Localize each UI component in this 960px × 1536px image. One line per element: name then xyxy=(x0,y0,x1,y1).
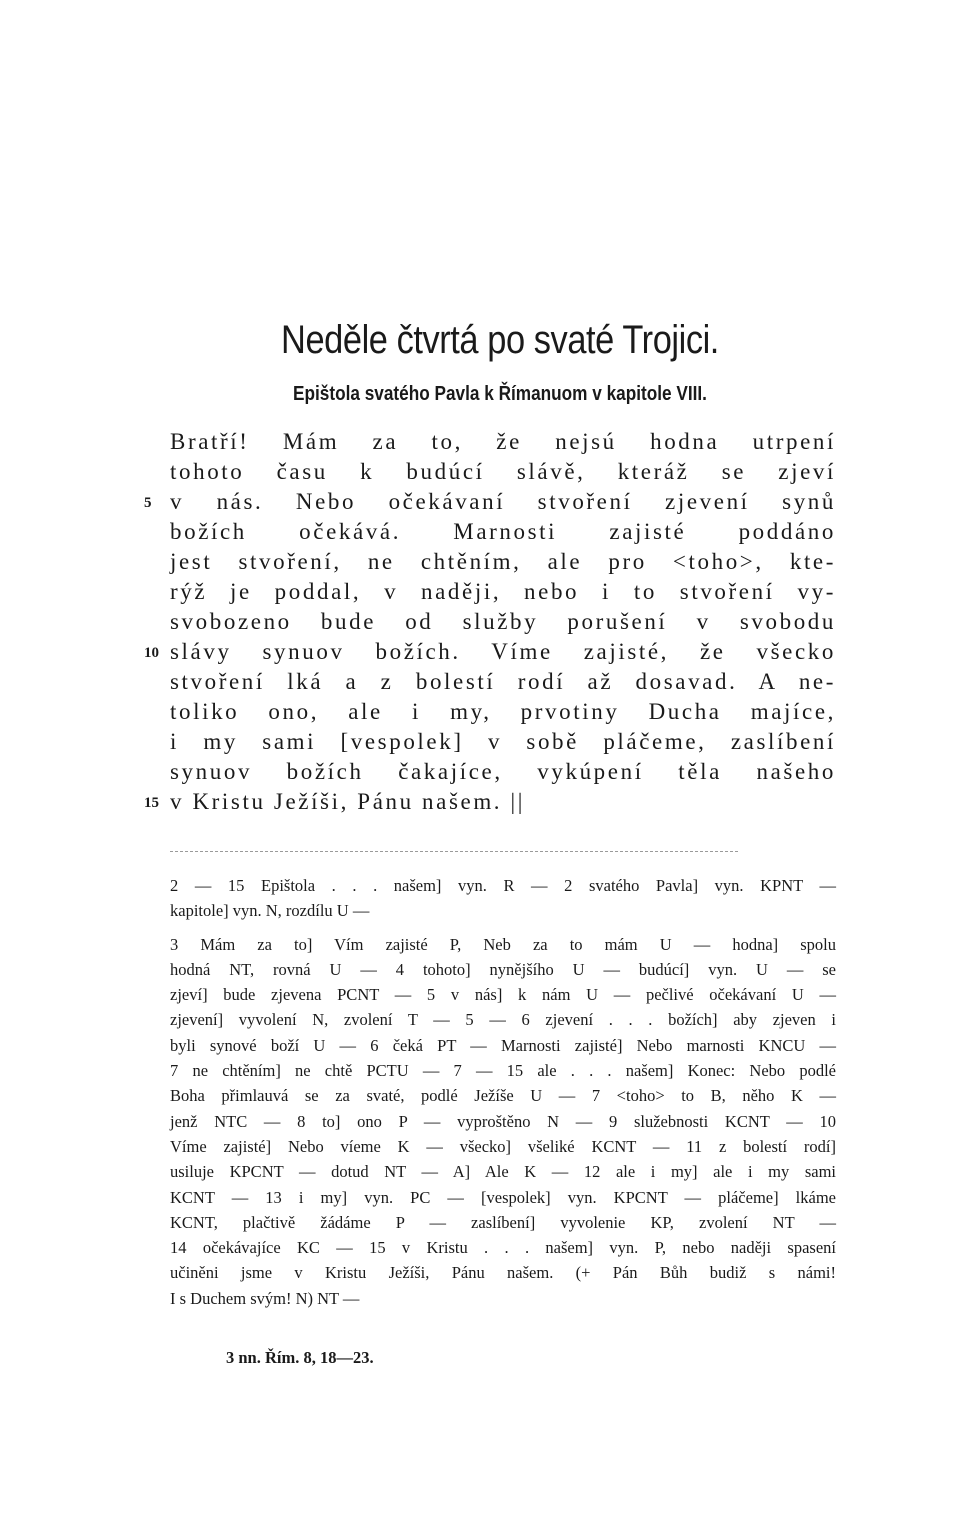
line-text: tohoto času k budúcí slávě, kteráž se zjeví xyxy=(170,459,836,484)
apparatus-line: kapitole] vyn. N, rozdílu U — xyxy=(170,901,370,921)
apparatus-line: zjevení] vyvolení N, zvolení T — 5 — 6 zjevení . . . božích] aby zjeven i xyxy=(170,1010,836,1030)
line-text: slávy synuov božích. Víme zajisté, že všecko xyxy=(170,639,836,664)
text-line xyxy=(170,427,836,457)
text-line xyxy=(170,547,836,577)
apparatus-line: I s Duchem svým! N) NT — xyxy=(170,1288,360,1308)
line-text: toliko ono, ale i my, prvotiny Ducha majíce, xyxy=(170,699,836,724)
epistle-text xyxy=(144,427,836,817)
line-number: 15 xyxy=(144,795,159,811)
line-text: jest stvoření, ne chtěním, ale pro <toho>, kte- xyxy=(170,549,836,574)
apparatus-line: zjeví] bude zjevena PCNT — 5 v nás] k nám U — pečlivé očekávaní U — xyxy=(170,985,836,1005)
critical-apparatus xyxy=(170,873,836,1311)
text-line xyxy=(170,457,836,487)
line-number: 10 xyxy=(144,645,159,661)
apparatus-line: 3 Mám za to] Vím zajisté P, Neb za to mám U — hodna] spolu xyxy=(170,934,836,954)
apparatus-line: Víme zajisté] Nebo víeme K — všecko] všeliké KCNT — 11 z bolestí rodí] xyxy=(170,1136,836,1156)
line-text: synuov božích čakajíce, vykúpení těla našeho xyxy=(170,759,836,784)
text-line xyxy=(170,517,836,547)
page-title: Neděle čtvrtá po svaté Trojici. xyxy=(281,318,719,362)
line-text: rýž je poddal, v naději, nebo i to stvoření vy- xyxy=(170,579,836,604)
apparatus-line: učiněni jsme v Kristu Ježíši, Pánu našem. (+ Pán Bůh budiž s námi! xyxy=(170,1263,836,1283)
epistle-subtitle: Epištola svatého Pavla k Římanuom v kapitole VIII. xyxy=(293,383,707,405)
line-text: božích očekává. Marnosti zajisté poddáno xyxy=(170,519,836,544)
apparatus-line: hodná NT, rovná U — 4 tohoto] nynějšího U — budúcí] vyn. U — se xyxy=(170,959,836,979)
apparatus-line: 14 očekávajíce KC — 15 v Kristu . . . našem] vyn. P, nebo naději spasení xyxy=(170,1238,836,1258)
apparatus-line: 2 — 15 Epištola . . . našem] vyn. R — 2 svatého Pavla] vyn. KPNT — xyxy=(170,876,836,895)
text-line xyxy=(170,727,836,757)
line-text: v Kristu Ježíši, Pánu našem. || xyxy=(170,789,525,814)
apparatus-line: usiluje KPCNT — dotud NT — A] Ale K — 12 ale i my] ale i my sami xyxy=(170,1162,836,1182)
biblical-reference: 3 nn. Řím. 8, 18—23. xyxy=(226,1348,374,1367)
line-text: i my sami [vespolek] v sobě pláčeme, zaslíbení xyxy=(170,729,836,754)
apparatus-line: 7 ne chtěním] ne chtě PCTU — 7 — 15 ale . . . našem] Konec: Nebo podlé xyxy=(170,1061,836,1081)
text-line xyxy=(144,637,836,667)
line-number: 5 xyxy=(144,495,152,511)
text-line xyxy=(170,607,836,637)
apparatus-line: KCNT — 13 i my] vyn. PC — [vespolek] vyn. KPCNT — pláčeme] lkáme xyxy=(170,1187,836,1207)
line-text: Bratří! Mám za to, že nejsú hodna utrpení xyxy=(170,429,836,454)
line-text: v nás. Nebo očekávaní stvoření zjevení synů xyxy=(170,489,836,514)
footnote-divider xyxy=(170,851,738,852)
text-line xyxy=(144,787,836,817)
apparatus-line: byli synové boží U — 6 čeká PT — Marnosti zajisté] Nebo marnosti KNCU — xyxy=(170,1035,836,1055)
line-text: svobozeno bude od služby porušení v svobodu xyxy=(170,609,836,634)
text-line xyxy=(144,487,836,517)
text-line xyxy=(170,757,836,787)
apparatus-line: Boha přimlauvá se za svaté, podlé Ježíše U — 7 <toho> to B, něho K — xyxy=(170,1086,836,1106)
apparatus-line: KCNT, plačtivě žádáme P — zaslíbení] vyvolenie KP, zvolení NT — xyxy=(170,1212,836,1232)
apparatus-line: jenž NTC — 8 to] ono P — vyproštěno N — 9 služebnosti KCNT — 10 xyxy=(170,1111,836,1131)
line-text: stvoření lká a z bolestí rodí až dosavad. A ne- xyxy=(170,669,836,694)
text-line xyxy=(170,667,836,697)
text-line xyxy=(170,577,836,607)
text-line xyxy=(170,697,836,727)
